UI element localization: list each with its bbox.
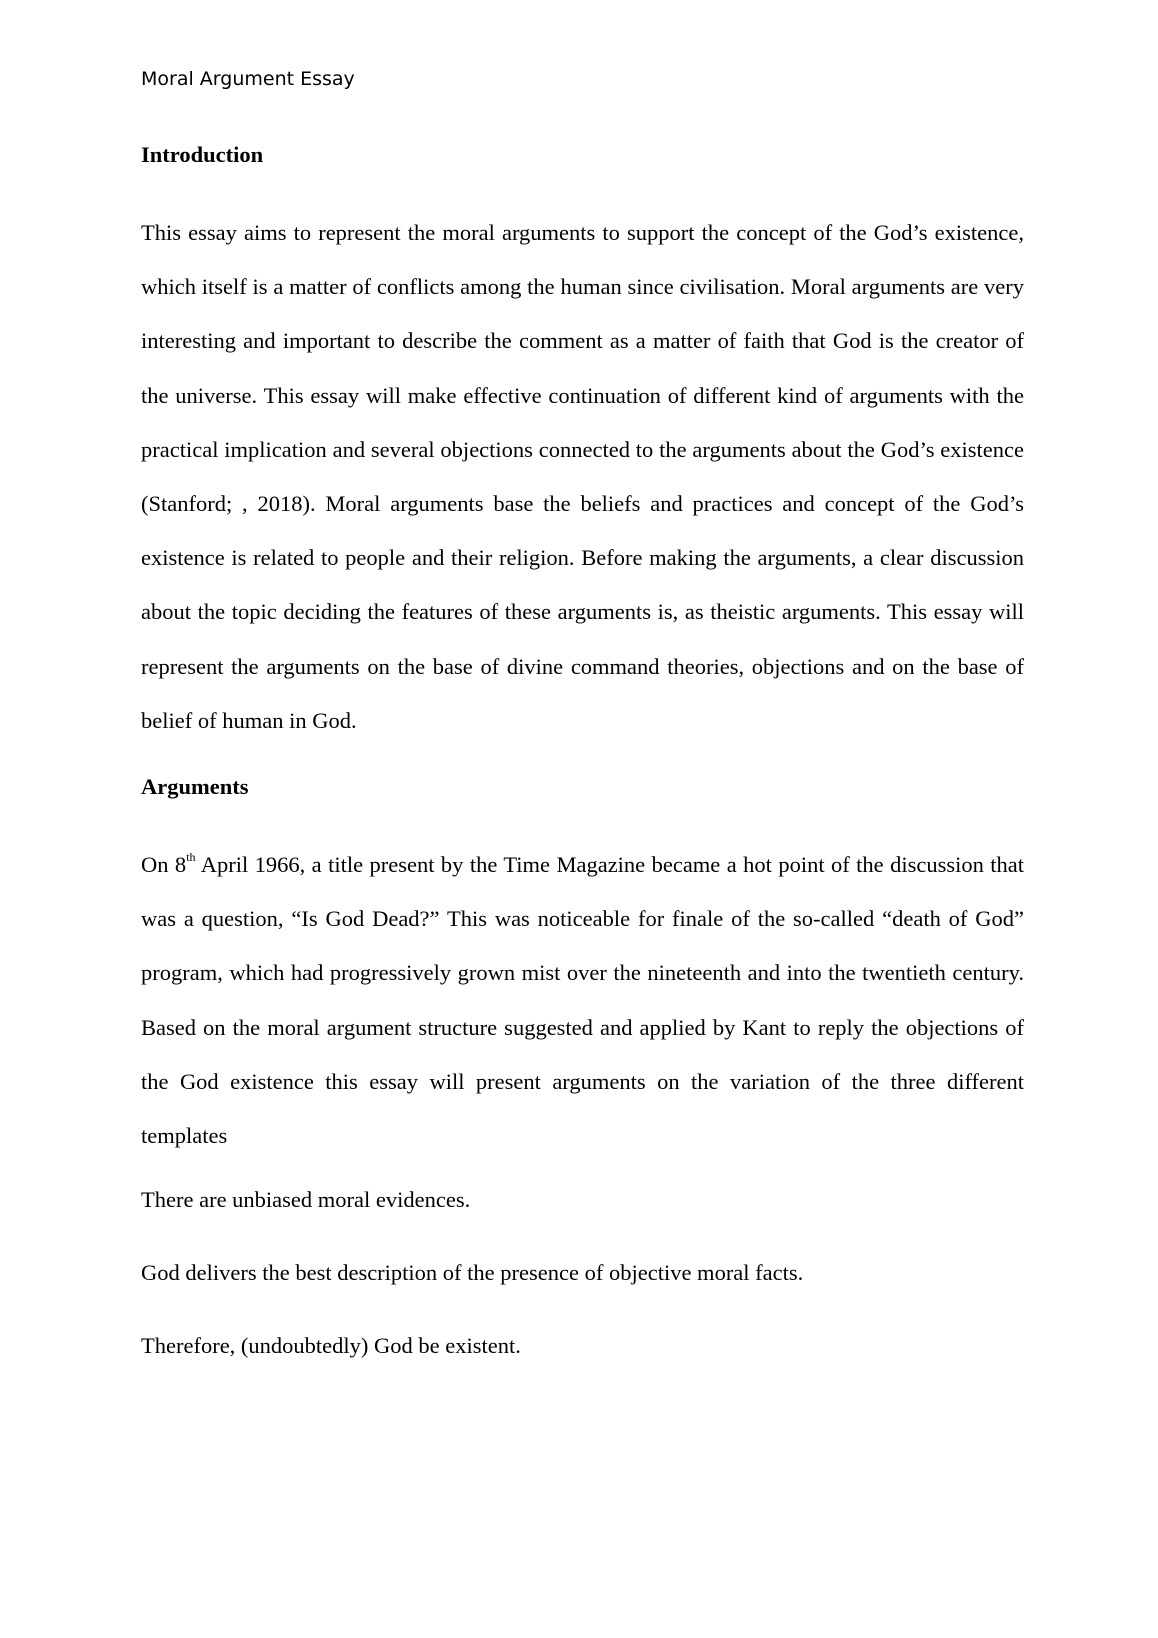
arguments-paragraph-body: April 1966, a title present by the Time Magazine became a hot point of the discussion that was a question, “Is God Dead?” This was noticeable for finale of the so-called “death of God” program, which had progressively grown mist over the nineteenth and into the twentieth century. Based on the moral argument structure suggested and applied by Kant to reply the objections of the God existence this essay will present arguments on the variation of the three different templates (141, 852, 1024, 1149)
conclusion-line: Therefore, (undoubtedly) God be existent. (141, 1333, 521, 1359)
arguments-paragraph (141, 838, 1024, 1163)
ordinal-superscript: th (186, 849, 196, 864)
arguments-heading: Arguments (141, 774, 249, 800)
arguments-paragraph-prefix: On 8 (141, 852, 187, 878)
introduction-heading: Introduction (141, 142, 264, 167)
running-header: Moral Argument Essay (141, 68, 355, 90)
introduction-paragraph: This essay aims to represent the moral arguments to support the concept of the God’s existence, which itself is a matter of conflicts among the human since civilisation. Moral arguments are very interesting and important to describe the comment as a matter of faith that God is the creator of the universe. This essay will make effective continuation of different kind of arguments with the practical implication and several objections connected to the arguments about the God’s existence (Stanford; , 2018). Moral arguments base the beliefs and practices and concept of the God’s existence is related to people and their religion. Before making the arguments, a clear discussion about the topic deciding the features of these arguments is, as theistic arguments. This essay will represent the arguments on the base of divine command theories, objections and on the base of belief of human in God. (141, 220, 1024, 733)
premise-one: There are unbiased moral evidences. (141, 1187, 471, 1213)
premise-two: God delivers the best description of the presence of objective moral facts. (141, 1260, 804, 1286)
document-body (141, 136, 1024, 1365)
